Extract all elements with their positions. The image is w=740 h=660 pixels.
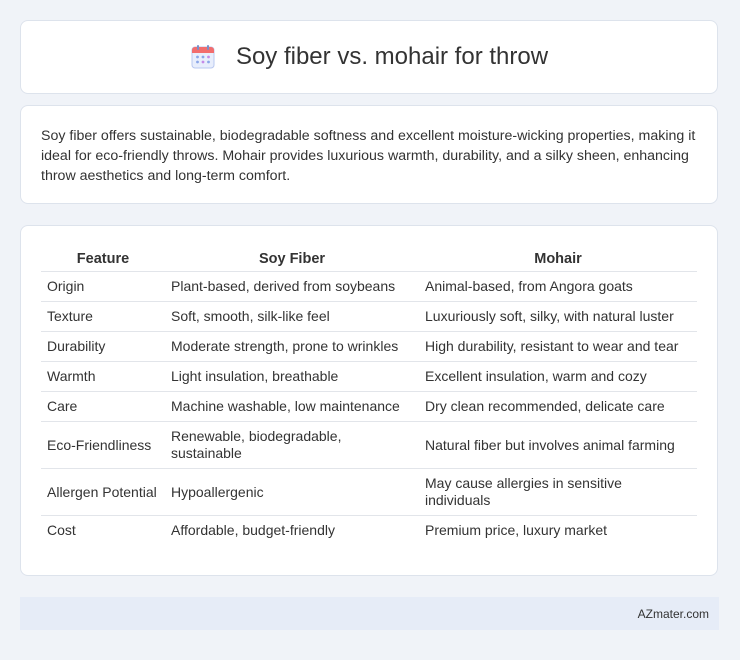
comparison-table [41,246,697,545]
table-row [41,272,697,302]
feature-cell: Eco-Friendliness [41,422,165,469]
feature-cell: Origin [41,272,165,302]
soy-fiber-cell: Plant-based, derived from soybeans [165,272,419,302]
header-soy-fiber: Soy Fiber [165,246,419,272]
soy-fiber-cell: Hypoallergenic [165,469,419,516]
soy-fiber-cell: Affordable, budget-friendly [171,522,335,538]
footer [20,597,719,630]
soy-fiber-cell: Renewable, biodegradable, sustainable [165,422,419,469]
intro-text: Soy fiber offers sustainable, biodegradable softness and excellent moisture-wicking properties, making it ideal for eco-friendly throws. Mohair provides luxurious warmth, durability, and a silky sheen, enhancing throw aesthetics and long-term comfort. [41,128,696,184]
feature-cell: Durability [41,332,165,362]
mohair-cell: Dry clean recommended, delicate care [419,392,697,422]
feature-cell: Allergen Potential [41,469,165,516]
table-header-row [41,246,697,272]
header-mohair: Mohair [419,246,697,272]
soy-fiber-cell: Light insulation, breathable [165,362,419,392]
mohair-cell: Excellent insulation, warm and cozy [419,362,697,392]
soy-fiber-cell: Soft, smooth, silk-like feel [165,302,419,332]
mohair-cell: May cause allergies in sensitive individuals [419,469,697,516]
comparison-card [20,225,718,576]
feature-cell: Warmth [41,362,165,392]
table-row [41,332,697,362]
table-row [41,392,697,422]
feature-cell: Texture [41,302,165,332]
mohair-cell: Natural fiber but involves animal farming [419,422,697,469]
mohair-cell: High durability, resistant to wear and tear [419,332,697,362]
soy-fiber-cell: Machine washable, low maintenance [165,392,419,422]
footer-brand-link[interactable]: AZmater.com [637,606,709,621]
table-row [41,302,697,332]
table-row [41,469,697,516]
page-title: Soy fiber vs. mohair for throw [235,43,549,70]
soy-fiber-cell: Moderate strength, prone to wrinkles [165,332,419,362]
title-card [20,20,718,94]
table-row [41,362,697,392]
mohair-cell: Animal-based, from Angora goats [419,272,697,302]
intro-card [20,105,718,204]
mohair-cell: Premium price, luxury market [425,522,608,538]
calendar-icon [190,44,216,70]
table-row [41,422,697,469]
table-row [41,516,697,546]
mohair-cell: Luxuriously soft, silky, with natural luster [419,302,697,332]
header-feature: Feature [41,246,165,272]
feature-cell: Cost [47,522,76,538]
feature-cell: Care [41,392,165,422]
